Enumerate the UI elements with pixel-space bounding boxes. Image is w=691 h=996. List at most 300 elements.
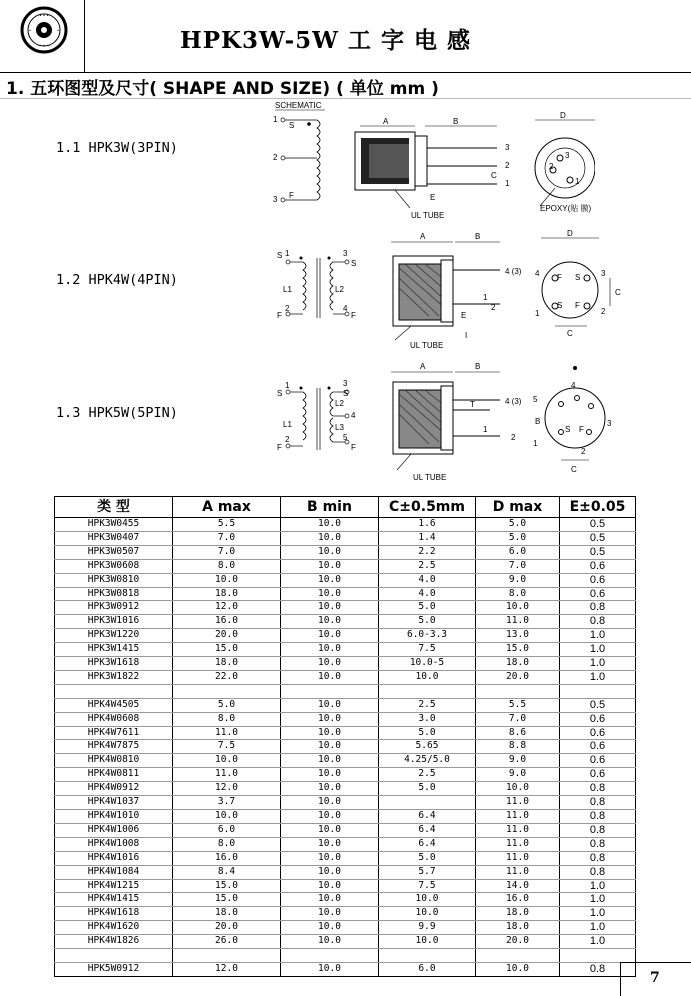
- table-cell: 6.0: [476, 545, 560, 559]
- table-cell: 0.6: [560, 712, 636, 726]
- table-cell: 11.0: [476, 837, 560, 851]
- table-cell: HPK5W0912: [55, 962, 173, 976]
- svg-text:S: S: [343, 389, 349, 398]
- schematic-label: SCHEMATIC: [275, 101, 322, 110]
- svg-text:L2: L2: [335, 399, 344, 408]
- table-row: [55, 531, 636, 545]
- svg-text:C: C: [615, 288, 621, 297]
- table-cell: 0.8: [560, 823, 636, 837]
- table-cell: [560, 684, 636, 698]
- table-cell: 1.0: [560, 921, 636, 935]
- table-cell: 10.0: [281, 601, 379, 615]
- table-row: [55, 670, 636, 684]
- table-row: [55, 518, 636, 532]
- table-cell: 5.7: [379, 865, 476, 879]
- table-cell: 10.0: [281, 796, 379, 810]
- svg-text:3: 3: [343, 379, 348, 388]
- svg-text:1: 1: [285, 381, 290, 390]
- svg-text:4 (3): 4 (3): [505, 397, 522, 406]
- svg-text:A: A: [383, 117, 389, 126]
- svg-text:• • •: • • •: [39, 13, 49, 18]
- table-cell: [379, 684, 476, 698]
- table-row: [55, 893, 636, 907]
- table-row: [55, 796, 636, 810]
- table-cell: 10.0: [281, 921, 379, 935]
- table-cell: 1.0: [560, 670, 636, 684]
- table-cell: 10.0: [281, 573, 379, 587]
- svg-text:1: 1: [285, 249, 290, 258]
- table-cell: HPK4W1084: [55, 865, 173, 879]
- table-cell: 5.65: [379, 740, 476, 754]
- table-cell: 10.0: [173, 573, 281, 587]
- page-number: 7: [650, 970, 660, 986]
- svg-text:2: 2: [601, 307, 606, 316]
- table-row: [55, 810, 636, 824]
- table-cell: 5.0: [476, 531, 560, 545]
- table-cell: 8.6: [476, 726, 560, 740]
- table-cell: 0.8: [560, 810, 636, 824]
- table-cell: 3.7: [173, 796, 281, 810]
- table-cell: 10.0: [281, 615, 379, 629]
- table-cell: 0.6: [560, 587, 636, 601]
- svg-text:S: S: [277, 251, 283, 260]
- table-cell: 13.0: [476, 629, 560, 643]
- table-cell: 10.0: [379, 907, 476, 921]
- table-cell: 16.0: [173, 851, 281, 865]
- subsection-2-label: 1.2 HPK4W(4PIN): [56, 272, 178, 288]
- table-row: [55, 545, 636, 559]
- svg-text:S: S: [277, 389, 283, 398]
- table-cell: 22.0: [173, 670, 281, 684]
- table-row: [55, 629, 636, 643]
- table-cell: 11.0: [476, 615, 560, 629]
- table-row: [55, 949, 636, 963]
- table-cell: 10.0: [281, 670, 379, 684]
- table-cell: HPK4W7875: [55, 740, 173, 754]
- table-cell: [281, 684, 379, 698]
- subsection-1-label: 1.1 HPK3W(3PIN): [56, 140, 178, 156]
- table-cell: HPK3W0507: [55, 545, 173, 559]
- table-cell: 10.0: [281, 962, 379, 976]
- table-cell: 10.0: [281, 893, 379, 907]
- section-title: 1. 五环图型及尺寸( SHAPE AND SIZE) ( 单位 mm ): [6, 79, 439, 99]
- table-cell: [173, 949, 281, 963]
- svg-text:L3: L3: [335, 423, 344, 432]
- svg-text:F: F: [557, 273, 562, 282]
- table-cell: 0.8: [560, 851, 636, 865]
- table-cell: [173, 684, 281, 698]
- table-cell: 10.0: [173, 754, 281, 768]
- col-header-b-min: B min: [281, 497, 379, 518]
- table-cell: 9.0: [476, 768, 560, 782]
- table-row: [55, 768, 636, 782]
- table-cell: 10.0-5: [379, 657, 476, 671]
- table-row: [55, 823, 636, 837]
- table-cell: [55, 949, 173, 963]
- table-cell: 18.0: [173, 657, 281, 671]
- table-cell: 2.2: [379, 545, 476, 559]
- svg-text:B: B: [475, 232, 481, 241]
- table-cell: 10.0: [281, 657, 379, 671]
- table-cell: HPK4W1620: [55, 921, 173, 935]
- svg-text:B: B: [453, 117, 459, 126]
- table-cell: 12.0: [173, 601, 281, 615]
- table-row: [55, 907, 636, 921]
- table-cell: 7.5: [379, 879, 476, 893]
- table-cell: 10.0: [281, 837, 379, 851]
- spec-table: [54, 496, 636, 977]
- table-cell: 4.25/5.0: [379, 754, 476, 768]
- svg-text:F: F: [289, 191, 294, 200]
- table-cell: 10.0: [281, 629, 379, 643]
- table-cell: 9.0: [476, 573, 560, 587]
- svg-text:E: E: [430, 193, 436, 202]
- table-cell: 10.0: [379, 893, 476, 907]
- table-cell: 0.8: [560, 865, 636, 879]
- table-cell: 20.0: [476, 935, 560, 949]
- table-cell: 20.0: [173, 629, 281, 643]
- table-cell: 0.5: [560, 518, 636, 532]
- table-cell: 10.0: [281, 935, 379, 949]
- table-cell: 0.5: [560, 545, 636, 559]
- table-cell: 2.5: [379, 768, 476, 782]
- company-logo: [20, 6, 68, 54]
- table-cell: 1.0: [560, 935, 636, 949]
- svg-text:4: 4: [571, 381, 576, 390]
- table-cell: HPK4W0810: [55, 754, 173, 768]
- table-row: [55, 601, 636, 615]
- table-row: [55, 740, 636, 754]
- table-cell: 6.4: [379, 810, 476, 824]
- svg-text:EPOXY(贴 膜): EPOXY(贴 膜): [540, 204, 592, 213]
- table-row: [55, 754, 636, 768]
- svg-text:3: 3: [565, 151, 570, 160]
- table-row: [55, 559, 636, 573]
- table-cell: 7.0: [173, 531, 281, 545]
- table-row: [55, 615, 636, 629]
- table-cell: HPK3W0608: [55, 559, 173, 573]
- table-cell: 5.0: [379, 782, 476, 796]
- table-cell: [379, 949, 476, 963]
- svg-text:UL TUBE: UL TUBE: [413, 473, 447, 482]
- table-cell: 10.0: [281, 712, 379, 726]
- table-cell: 6.0-3.3: [379, 629, 476, 643]
- table-cell: 0.8: [560, 962, 636, 976]
- table-cell: 7.0: [476, 712, 560, 726]
- table-cell: 11.0: [173, 768, 281, 782]
- table-cell: 7.0: [476, 559, 560, 573]
- svg-text:F: F: [351, 443, 356, 452]
- table-cell: 15.0: [173, 893, 281, 907]
- table-cell: 4.0: [379, 573, 476, 587]
- table-cell: 0.6: [560, 740, 636, 754]
- table-cell: 10.0: [476, 782, 560, 796]
- table-cell: 0.8: [560, 601, 636, 615]
- svg-text:F: F: [277, 443, 282, 452]
- table-cell: HPK3W0818: [55, 587, 173, 601]
- table-cell: 0.5: [560, 698, 636, 712]
- table-cell: 5.0: [379, 601, 476, 615]
- table-cell: HPK3W1220: [55, 629, 173, 643]
- table-cell: [379, 796, 476, 810]
- table-cell: 11.0: [476, 823, 560, 837]
- svg-text:3: 3: [607, 419, 612, 428]
- table-cell: 5.0: [379, 851, 476, 865]
- svg-text:UL TUBE: UL TUBE: [410, 341, 444, 350]
- table-cell: [55, 684, 173, 698]
- table-cell: 10.0: [281, 823, 379, 837]
- svg-text:F: F: [277, 311, 282, 320]
- table-cell: 10.0: [281, 782, 379, 796]
- svg-text:2: 2: [285, 435, 290, 444]
- table-cell: 16.0: [173, 615, 281, 629]
- table-cell: HPK3W0455: [55, 518, 173, 532]
- table-cell: 6.4: [379, 837, 476, 851]
- col-header-e: E±0.05: [560, 497, 636, 518]
- svg-text:D: D: [560, 111, 566, 120]
- table-row: [55, 865, 636, 879]
- header-divider: [84, 0, 85, 72]
- hpk5w-drawing: [265, 360, 635, 485]
- svg-text:1: 1: [483, 293, 488, 302]
- subsection-3-label: 1.3 HPK5W(5PIN): [56, 405, 178, 421]
- svg-text:2: 2: [511, 433, 516, 442]
- svg-text:4: 4: [351, 411, 356, 420]
- table-cell: [476, 684, 560, 698]
- table-cell: 0.6: [560, 559, 636, 573]
- table-cell: 10.0: [173, 810, 281, 824]
- table-cell: HPK3W1822: [55, 670, 173, 684]
- table-cell: HPK4W1008: [55, 837, 173, 851]
- svg-text:D: D: [567, 229, 573, 238]
- svg-text:I: I: [465, 331, 468, 340]
- table-cell: 10.0: [281, 851, 379, 865]
- table-cell: 5.0: [379, 726, 476, 740]
- table-cell: 1.0: [560, 893, 636, 907]
- table-cell: 26.0: [173, 935, 281, 949]
- table-cell: 5.5: [476, 698, 560, 712]
- table-cell: 10.0: [281, 726, 379, 740]
- table-cell: 9.9: [379, 921, 476, 935]
- table-row: [55, 726, 636, 740]
- col-header-a-max: A max: [173, 497, 281, 518]
- table-cell: 10.0: [281, 865, 379, 879]
- svg-text:2: 2: [549, 162, 554, 171]
- svg-text:1: 1: [533, 439, 538, 448]
- table-cell: HPK3W0810: [55, 573, 173, 587]
- table-cell: 6.0: [173, 823, 281, 837]
- table-cell: 0.5: [560, 531, 636, 545]
- table-cell: 15.0: [173, 879, 281, 893]
- svg-text:3: 3: [273, 195, 278, 204]
- table-cell: 18.0: [476, 921, 560, 935]
- svg-text:1: 1: [575, 177, 580, 186]
- svg-text:•: •: [56, 28, 60, 33]
- table-row: [55, 643, 636, 657]
- svg-text:F: F: [351, 311, 356, 320]
- table-cell: 10.0: [476, 601, 560, 615]
- table-cell: 10.0: [281, 545, 379, 559]
- table-cell: HPK4W0608: [55, 712, 173, 726]
- table-cell: 10.0: [281, 698, 379, 712]
- svg-text:T: T: [470, 400, 475, 409]
- svg-text:4: 4: [343, 304, 348, 313]
- table-cell: 10.0: [281, 531, 379, 545]
- table-cell: 1.0: [560, 907, 636, 921]
- table-cell: 10.0: [281, 768, 379, 782]
- table-row: [55, 587, 636, 601]
- header-box: [0, 0, 691, 73]
- table-cell: 0.8: [560, 837, 636, 851]
- table-cell: 0.6: [560, 726, 636, 740]
- table-cell: 18.0: [173, 587, 281, 601]
- svg-text:5: 5: [533, 395, 538, 404]
- table-row: [55, 851, 636, 865]
- table-cell: 18.0: [476, 907, 560, 921]
- table-cell: 10.0: [281, 907, 379, 921]
- table-cell: 10.0: [281, 740, 379, 754]
- table-cell: 0.6: [560, 754, 636, 768]
- table-cell: HPK4W1010: [55, 810, 173, 824]
- table-row: [55, 712, 636, 726]
- table-cell: 20.0: [173, 921, 281, 935]
- table-row: [55, 684, 636, 698]
- table-cell: 6.0: [379, 962, 476, 976]
- svg-text:3: 3: [505, 143, 510, 152]
- table-cell: 10.0: [379, 670, 476, 684]
- table-cell: 0.6: [560, 768, 636, 782]
- table-cell: 9.0: [476, 754, 560, 768]
- svg-text:2: 2: [285, 304, 290, 313]
- svg-text:4: 4: [535, 269, 540, 278]
- svg-text:1: 1: [273, 115, 278, 124]
- hpk3w-drawing: [265, 98, 595, 223]
- table-cell: 5.0: [173, 698, 281, 712]
- svg-text:B: B: [475, 362, 481, 371]
- table-cell: 0.6: [560, 573, 636, 587]
- table-row: [55, 962, 636, 976]
- table-cell: HPK4W7611: [55, 726, 173, 740]
- table-row: [55, 837, 636, 851]
- col-header-d-max: D max: [476, 497, 560, 518]
- svg-text:C: C: [571, 465, 577, 474]
- svg-text:4 (3): 4 (3): [505, 267, 522, 276]
- table-row: [55, 935, 636, 949]
- table-cell: 20.0: [476, 670, 560, 684]
- table-cell: HPK4W0912: [55, 782, 173, 796]
- table-cell: 3.0: [379, 712, 476, 726]
- table-header-row: [55, 497, 636, 518]
- table-cell: 15.0: [173, 643, 281, 657]
- table-cell: 1.0: [560, 643, 636, 657]
- table-row: [55, 921, 636, 935]
- svg-text:2: 2: [273, 153, 278, 162]
- svg-text:3: 3: [343, 249, 348, 258]
- table-row: [55, 782, 636, 796]
- table-cell: 8.4: [173, 865, 281, 879]
- svg-text:A: A: [420, 362, 426, 371]
- col-header-c: C±0.5mm: [379, 497, 476, 518]
- table-row: [55, 698, 636, 712]
- document-title: HPK3W-5W 工 字 电 感: [180, 27, 472, 54]
- table-cell: HPK4W1826: [55, 935, 173, 949]
- svg-text:S: S: [565, 425, 571, 434]
- table-cell: 12.0: [173, 782, 281, 796]
- table-cell: 2.5: [379, 559, 476, 573]
- svg-text:3: 3: [601, 269, 606, 278]
- table-cell: 8.8: [476, 740, 560, 754]
- table-cell: 10.0: [281, 559, 379, 573]
- table-cell: HPK4W1215: [55, 879, 173, 893]
- table-cell: 7.0: [173, 545, 281, 559]
- table-cell: 10.0: [379, 935, 476, 949]
- table-cell: 10.0: [281, 643, 379, 657]
- svg-text:S: S: [289, 121, 295, 130]
- svg-text:C: C: [567, 329, 573, 338]
- table-cell: 0.8: [560, 615, 636, 629]
- svg-text:•: •: [28, 28, 32, 33]
- table-cell: 18.0: [476, 657, 560, 671]
- table-cell: 7.5: [379, 643, 476, 657]
- table-cell: HPK3W1415: [55, 643, 173, 657]
- table-cell: [281, 949, 379, 963]
- table-cell: 10.0: [281, 518, 379, 532]
- svg-text:1: 1: [505, 179, 510, 188]
- table-cell: 10.0: [476, 962, 560, 976]
- table-cell: 11.0: [476, 796, 560, 810]
- svg-text:5: 5: [343, 433, 348, 442]
- table-cell: 5.5: [173, 518, 281, 532]
- svg-text:F: F: [579, 425, 584, 434]
- table-cell: 2.5: [379, 698, 476, 712]
- table-cell: 14.0: [476, 879, 560, 893]
- table-cell: 8.0: [476, 587, 560, 601]
- svg-text:C: C: [491, 171, 497, 180]
- svg-text:S: S: [557, 301, 563, 310]
- svg-text:• • •: • • •: [39, 43, 49, 48]
- table-cell: 10.0: [281, 879, 379, 893]
- table-cell: [476, 949, 560, 963]
- svg-text:E: E: [461, 311, 467, 320]
- table-cell: 12.0: [173, 962, 281, 976]
- table-cell: 11.0: [476, 851, 560, 865]
- table-cell: 16.0: [476, 893, 560, 907]
- table-row: [55, 657, 636, 671]
- table-cell: 11.0: [476, 810, 560, 824]
- table-cell: 1.4: [379, 531, 476, 545]
- table-cell: HPK4W1618: [55, 907, 173, 921]
- table-cell: HPK4W1415: [55, 893, 173, 907]
- svg-text:UL TUBE: UL TUBE: [411, 211, 445, 220]
- table-cell: 5.0: [379, 615, 476, 629]
- table-cell: 4.0: [379, 587, 476, 601]
- table-cell: HPK3W0407: [55, 531, 173, 545]
- table-cell: HPK4W1037: [55, 796, 173, 810]
- svg-text:S: S: [351, 259, 357, 268]
- table-cell: HPK4W1016: [55, 851, 173, 865]
- table-cell: HPK4W0811: [55, 768, 173, 782]
- svg-text:2: 2: [505, 161, 510, 170]
- table-cell: 8.0: [173, 559, 281, 573]
- table-cell: 5.0: [476, 518, 560, 532]
- svg-text:F: F: [575, 301, 580, 310]
- table-cell: 10.0: [281, 810, 379, 824]
- table-cell: HPK3W1016: [55, 615, 173, 629]
- table-cell: 11.0: [173, 726, 281, 740]
- table-cell: 1.0: [560, 657, 636, 671]
- table-cell: 8.0: [173, 837, 281, 851]
- svg-text:2: 2: [491, 303, 496, 312]
